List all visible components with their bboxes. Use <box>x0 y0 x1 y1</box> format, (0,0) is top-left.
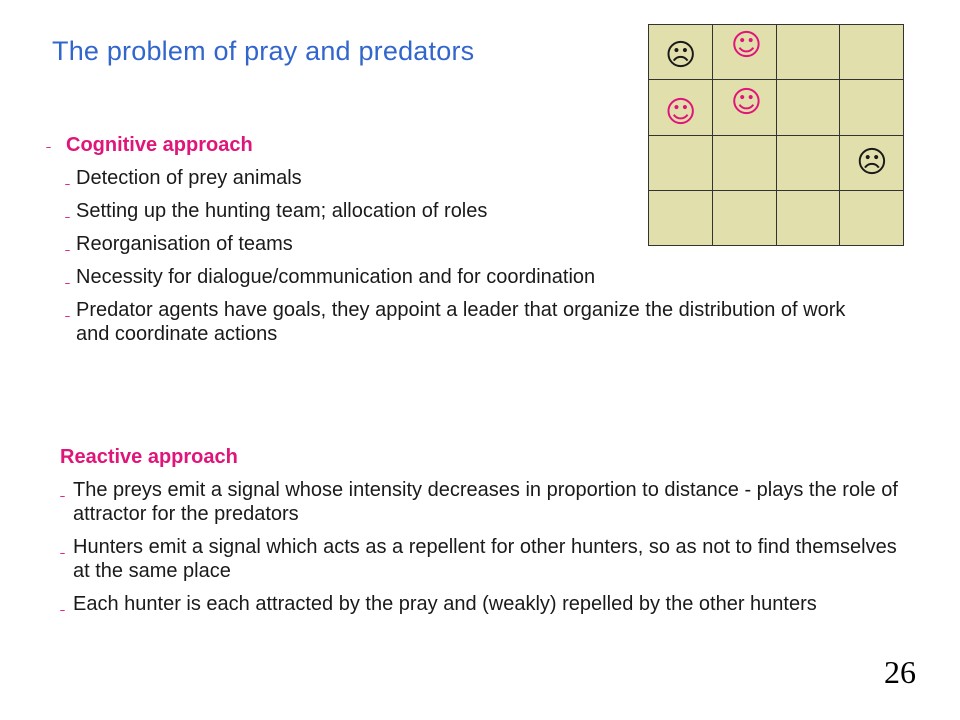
grid-cell <box>713 80 777 135</box>
bullet-dash: – <box>60 605 66 615</box>
smiley-face-icon: ☺ <box>665 95 697 131</box>
smiley-face-icon: ☺ <box>730 85 763 121</box>
cognitive-item <box>66 199 866 223</box>
bullet-dash: – <box>65 212 71 222</box>
grid-cell <box>713 25 777 80</box>
reactive-item-text: Each hunter is each attracted by the pray and (weakly) repelled by the other hunters <box>73 593 817 615</box>
grid-cell <box>649 25 713 80</box>
grid-cell <box>840 80 904 135</box>
cognitive-item-text: Detection of prey animals <box>76 167 302 189</box>
bullet-dash: – <box>65 245 71 255</box>
grid-cell <box>777 80 841 135</box>
cognitive-item-text: Setting up the hunting team; allocation of roles <box>76 200 488 222</box>
reactive-item-text: Hunters emit a signal which acts as a repellent for other hunters, so as not to find themselves at the same place <box>73 536 897 582</box>
cognitive-item <box>66 298 866 346</box>
bullet-dash: – <box>46 142 52 152</box>
bullet-dash: – <box>65 278 71 288</box>
reactive-item <box>60 478 910 526</box>
frowning-face-icon: ☹ <box>665 38 697 73</box>
cognitive-item-text: Predator agents have goals, they appoint a leader that organize the distribution of work and coordinate actions <box>76 299 846 345</box>
slide-title: The problem of pray and predators <box>52 36 475 66</box>
cognitive-item <box>66 232 866 256</box>
grid-cell <box>840 25 904 80</box>
reactive-approach-section <box>60 446 910 625</box>
bullet-dash: – <box>65 179 71 189</box>
grid-cell <box>777 25 841 80</box>
cognitive-item <box>66 166 866 190</box>
cognitive-item-text: Necessity for dialogue/communication and for coordination <box>76 266 596 288</box>
bullet-dash: – <box>60 491 66 501</box>
reactive-item <box>60 535 910 583</box>
frowning-face-icon: ☹ <box>856 144 888 180</box>
cognitive-item-text: Reorganisation of teams <box>76 233 293 255</box>
grid-cell <box>649 80 713 135</box>
cognitive-approach-section <box>46 134 866 355</box>
bullet-dash: – <box>65 311 71 321</box>
reactive-item <box>60 592 910 616</box>
page-number: 26 <box>884 654 916 690</box>
smiley-face-icon: ☺ <box>730 28 763 63</box>
cognitive-approach-heading: Cognitive approach <box>66 134 253 156</box>
cognitive-item <box>66 265 866 289</box>
reactive-approach-heading: Reactive approach <box>60 446 238 468</box>
bullet-dash: – <box>60 548 66 558</box>
reactive-item-text: The preys emit a signal whose intensity decreases in proportion to distance - plays the role of attractor for the predators <box>73 479 898 525</box>
